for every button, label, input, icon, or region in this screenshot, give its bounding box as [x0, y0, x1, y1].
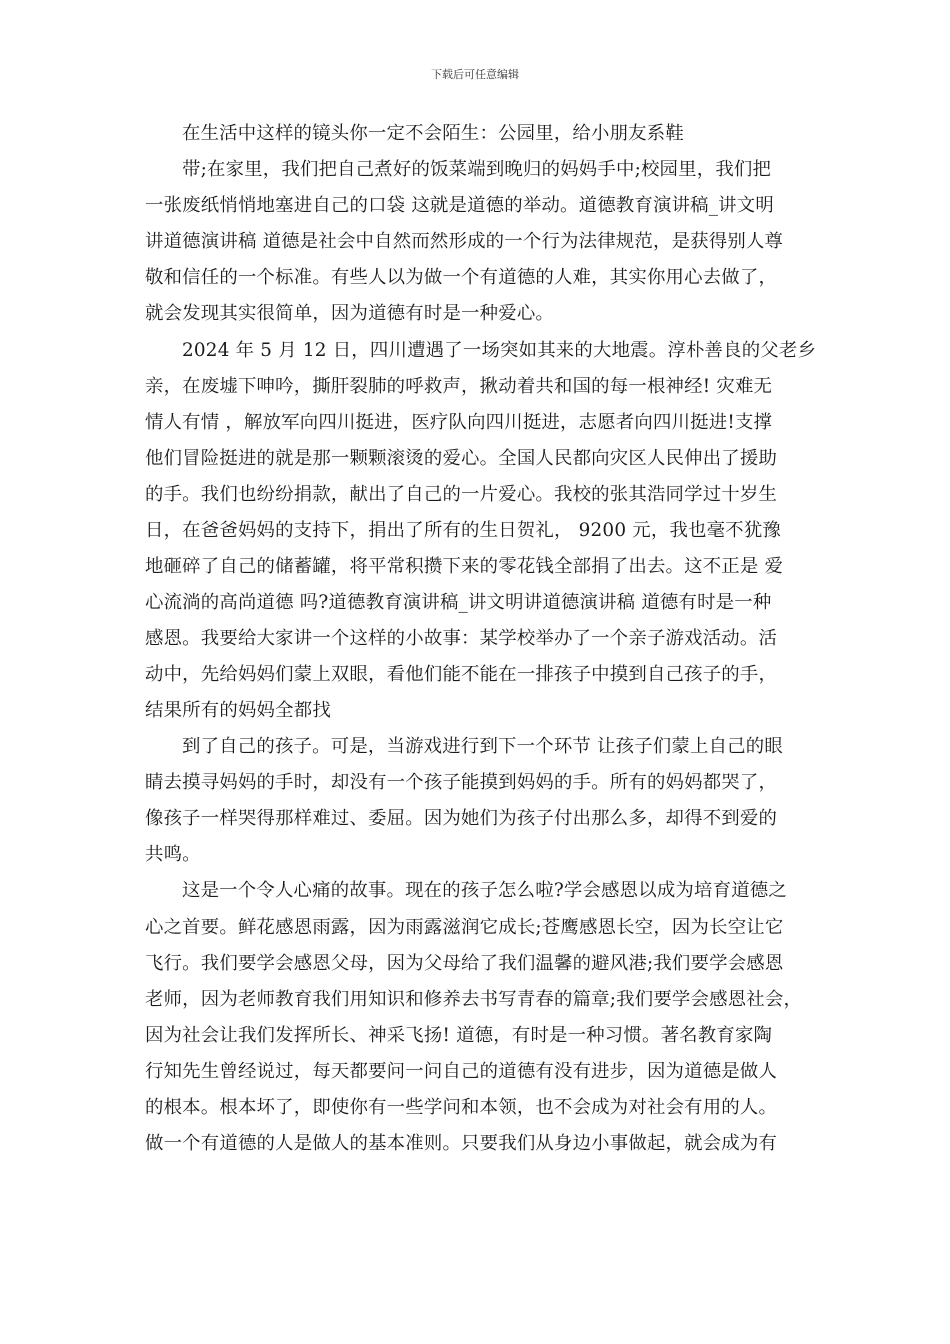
text-line: 地砸碎了自己的储蓄罐，将平常积攒下来的零花钱全部捐了出去。这不正是 爱 — [145, 556, 784, 577]
text-line: 睛去摸寻妈妈的手时，却没有一个孩子能摸到妈妈的手。所有的妈妈都哭了， — [145, 772, 778, 793]
text-line: 这是一个令人心痛的故事。现在的孩子怎么啦?学会感恩以成为培育道德之 — [182, 880, 787, 901]
text-line: 老师，因为老师教育我们用知识和修养去书写青春的篇章;我们要学会感恩社会， — [145, 989, 803, 1010]
text-line: 心流淌的高尚道德 吗?道德教育演讲稿_讲文明讲道德演讲稿 道德有时是一种 — [145, 592, 772, 613]
text-line: 在生活中这样的镜头你一定不会陌生：公园里，给小朋友系鞋 — [182, 123, 684, 144]
text-line: 的手。我们也纷纷捐款，献出了自己的一片爱心。我校的张其浩同学过十岁生 — [145, 484, 778, 505]
text-line: 2024 年 5 月 12 日，四川遭遇了一场突如其来的大地震。淳朴善良的父老乡 — [182, 340, 817, 361]
text-line: 因为社会让我们发挥所长、神采飞扬! 道德，有时是一种习惯。著名教育家陶 — [145, 1025, 773, 1046]
text-line: 感恩。我要给大家讲一个这样的小故事：某学校举办了一个亲子游戏活动。活 — [145, 628, 778, 649]
text-line: 他们冒险挺进的就是那一颗颗滚烫的爱心。全国人民都向灾区人民伸出了援助 — [145, 448, 778, 469]
text-line: 做一个有道德的人是做人的基本准则。只要我们从身边小事做起，就会成为有 — [145, 1133, 778, 1154]
text-line: 心之首要。鲜花感恩雨露，因为雨露滋润它成长;苍鹰感恩长空，因为长空让它 — [145, 917, 784, 938]
text-line: 情人有情 ，解放军向四川挺进，医疗队向四川挺进，志愿者向四川挺进!支撑 — [145, 412, 773, 433]
text-line: 带;在家里，我们把自己煮好的饭菜端到晚归的妈妈手中;校园里，我们把 — [182, 159, 772, 180]
text-line: 到了自己的孩子。可是，当游戏进行到下一个环节 让孩子们蒙上自己的眼 — [182, 736, 783, 757]
text-line: 动中，先给妈妈们蒙上双眼，看他们能不能在一排孩子中摸到自己孩子的手， — [145, 664, 778, 685]
text-line: 结果所有的妈妈全都找 — [145, 700, 331, 721]
page-header-note: 下载后可任意编辑 — [431, 68, 519, 81]
text-line: 讲道德演讲稿 道德是社会中自然而然形成的一个行为法律规范，是获得别人尊 — [145, 231, 784, 252]
text-line: 日，在爸爸妈妈的支持下，捐出了所有的生日贺礼， 9200 元，我也毫不犹豫 — [145, 520, 782, 541]
text-line: 亲，在废墟下呻吟，撕肝裂肺的呼救声，揪动着共和国的每一根神经! 灾难无 — [145, 376, 773, 397]
text-line: 就会发现其实很简单，因为道德有时是一种爱心。 — [145, 303, 554, 324]
text-line: 敬和信任的一个标准。有些人以为做一个有道德的人难，其实你用心去做了， — [145, 267, 778, 288]
text-line: 一张废纸悄悄地塞进自己的口袋 这就是道德的举动。道德教育演讲稿_讲文明 — [145, 195, 774, 216]
text-line: 飞行。我们要学会感恩父母，因为父母给了我们温馨的避风港;我们要学会感恩 — [145, 953, 784, 974]
text-line: 行知先生曾经说过，每天都要问一问自己的道德有没有进步，因为道德是做人 — [145, 1061, 778, 1082]
text-line: 的根本。根本坏了，即使你有一些学问和本领，也不会成为对社会有用的人。 — [145, 1097, 778, 1118]
text-line: 像孩子一样哭得那样难过、委屈。因为她们为孩子付出那么多，却得不到爱的 — [145, 808, 778, 829]
text-line: 共鸣。 — [145, 844, 201, 865]
